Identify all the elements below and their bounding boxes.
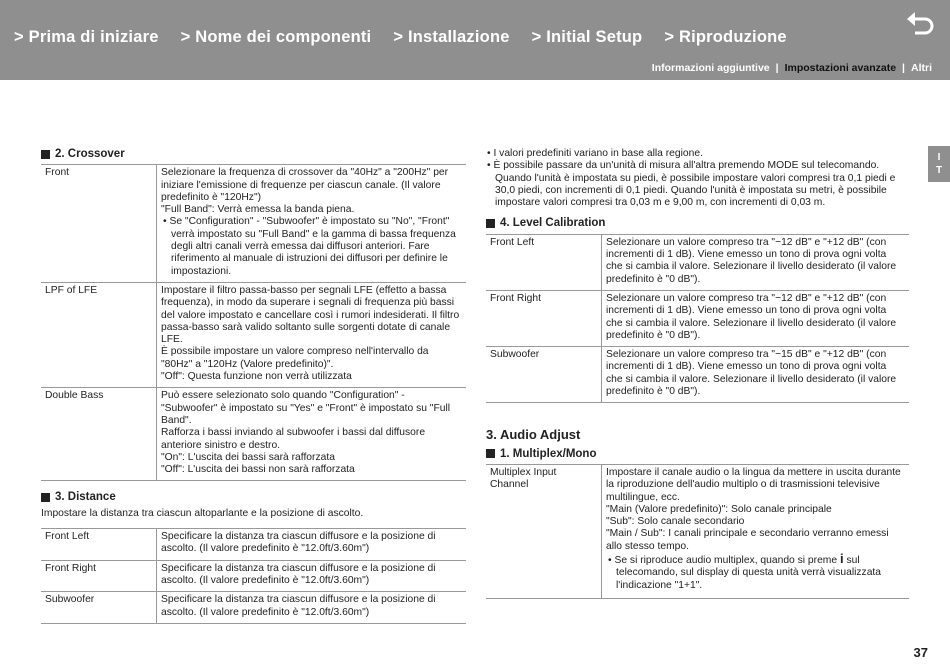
language-tab-letter: T: [935, 165, 943, 176]
row-text: Può essere selezionato solo quando "Configuration" - "Subwoofer" è impostato su "Yes" e "Front" è impostato su "Full Band".: [161, 390, 451, 426]
row-value: [157, 165, 467, 283]
row-key: Front Left: [486, 234, 602, 290]
row-text: "Sub": Solo canale secondario: [606, 516, 745, 528]
square-bullet-icon: [486, 449, 495, 458]
row-key: Double Bass: [41, 388, 157, 481]
row-text: "On": L'uscita dei bassi sarà rafforzata: [161, 451, 335, 463]
row-text: "Main / Sub": I canali principale e secondario verranno emessi allo stesso tempo.: [606, 528, 889, 552]
row-bullet: • Se "Configuration" - "Subwoofer" è impostato su "No", "Front" verrà impostato su "Full Band" e la gamma di bassa frequenza degli altri canali verrà emessa dai diffusori anteriori. Fare riferimento al manuale di istruzioni dei diffusori per definire le impostazioni.: [163, 216, 456, 277]
subnav-separator: |: [775, 62, 779, 74]
row-value: Selezionare un valore compreso tra "−15 dB" e "+12 dB" (con incrementi di 1 dB). Viene emesso un tono di prova ogni volta che si cambia il valore. Selezionare il livello desiderato (il valore predefinito è "0 dB").: [606, 349, 897, 398]
table-row: [41, 592, 466, 624]
row-value: Selezionare un valore compreso tra "−12 dB" e "+12 dB" (con incrementi di 1 dB). Viene emesso un tono di prova ogni volta che si cambia il valore. Selezionare il livello desiderato (il valore predefinito è "0 dB").: [606, 292, 897, 341]
row-key-line: Multiplex Input: [490, 466, 557, 478]
crossover-table: [41, 164, 466, 481]
multiplex-heading: [486, 448, 909, 460]
table-row: [486, 464, 909, 598]
level-calibration-heading: [486, 217, 909, 229]
top-navigation-bar: [0, 0, 950, 80]
multiplex-table: [486, 464, 909, 599]
table-row: [486, 234, 909, 290]
table-row: [41, 165, 466, 283]
crossover-title: 2. Crossover: [55, 148, 125, 160]
subnav-impostazioni-avanzate[interactable]: Impostazioni avanzate: [784, 62, 897, 74]
row-text: "Off": Questa funzione non verrà utilizzata: [161, 371, 352, 383]
row-key: Subwoofer: [486, 347, 602, 403]
level-calibration-title: 4. Level Calibration: [500, 217, 606, 230]
row-value: [157, 388, 467, 481]
crossover-heading: [41, 148, 466, 160]
row-text: "Main (Valore predefinito)": Solo canale principale: [606, 503, 832, 515]
multiplex-title: 1. Multiplex/Mono: [500, 447, 597, 460]
row-key: LPF of LFE: [41, 282, 157, 387]
table-row: [41, 388, 466, 481]
nav-riproduzione[interactable]: > Riproduzione: [664, 28, 787, 46]
row-value: [157, 282, 467, 387]
row-key: Subwoofer: [41, 592, 157, 624]
main-nav: [14, 28, 809, 47]
bullet-text: sul telecomando, sul display di questa unità verrà visualizzata l'indicazione "1+1".: [616, 555, 882, 591]
table-row: [41, 560, 466, 592]
row-key: Front: [41, 165, 157, 283]
note-text: • I valori predefiniti variano in base alla regione.: [487, 148, 703, 159]
row-value: Specificare la distanza tra ciascun diffusore e la posizione di ascolto. (Il valore predefinito è "12.0ft/3.60m"): [161, 531, 436, 555]
row-key: Front Right: [486, 290, 602, 346]
row-bullet: [606, 553, 905, 592]
audio-adjust-heading: 3. Audio Adjust: [486, 427, 581, 443]
subnav-altri[interactable]: Altri: [911, 62, 932, 74]
bullet-text: • Se si riproduce audio multiplex, quando si preme: [608, 555, 838, 567]
row-key: [486, 464, 602, 598]
back-arrow-icon[interactable]: [906, 10, 936, 38]
nav-installazione[interactable]: > Installazione: [393, 28, 510, 46]
row-key: Front Right: [41, 560, 157, 592]
note-text: • È possibile passare da un'unità di misura all'altra premendo MODE sul telecomando. Quando l'unità è impostata su piedi, è possibile impostare valori compresi tra 0,1 piedi e 30,0 piedi, con incrementi di 0,1 piedi. Quando l'unità è impostata su metri, è possibile impostare valori compresi tra 0,03 m e 9,00 m, con incrementi di 0,03 m.: [487, 160, 896, 209]
table-row: [41, 529, 466, 561]
nav-nome-dei-componenti[interactable]: > Nome dei componenti: [180, 28, 372, 46]
distance-table: [41, 528, 466, 624]
square-bullet-icon: [41, 493, 50, 502]
row-text: "Full Band": Verrà emessa la banda piena.: [161, 204, 355, 216]
row-text: "Off": L'uscita dei bassi non sarà rafforzata: [161, 464, 355, 476]
square-bullet-icon: [486, 219, 495, 228]
row-value: Specificare la distanza tra ciascun diffusore e la posizione di ascolto. (Il valore predefinito è "12.0ft/3.60m"): [161, 594, 436, 618]
distance-intro: Impostare la distanza tra ciascun altoparlante e la posizione di ascolto.: [41, 507, 364, 519]
distance-title: 3. Distance: [55, 491, 116, 504]
row-text: Impostare il canale audio o la lingua da mettere in uscita durante la riproduzione dell'audio multiplo o di trasmissioni televisive multilingue, ecc.: [606, 466, 901, 503]
row-key: Front Left: [41, 529, 157, 561]
row-key-line: Channel: [490, 479, 529, 491]
info-button-icon: i: [840, 551, 844, 567]
row-value: [602, 464, 910, 598]
nav-initial-setup[interactable]: > Initial Setup: [531, 28, 643, 46]
language-tab[interactable]: [928, 146, 950, 182]
subnav-informazioni-aggiuntive[interactable]: Informazioni aggiuntive: [651, 62, 770, 74]
row-text: È possibile impostare un valore compreso nell'intervallo da "80Hz" a "120Hz (Valore predefinito)".: [161, 346, 429, 370]
subnav-separator: |: [902, 62, 905, 74]
row-text: Impostare il filtro passa-basso per segnali LFE (effetto a bassa frequenza), in modo da superare i segnali di frequenza più bassi del valore impostato e cancellare così i rumori indesiderati. Il filtro passa-basso sarà valido soltanto sulle sorgenti dotate di canale LFE.: [161, 284, 460, 346]
sub-navigation: [652, 62, 932, 74]
row-value: Selezionare un valore compreso tra "−12 dB" e "+12 dB" (con incrementi di 1 dB). Viene emesso un tono di prova ogni volta che si cambia il valore. Selezionare il livello desiderato (il valore predefinito è "0 dB").: [606, 236, 897, 285]
table-row: [41, 282, 466, 387]
left-column: [41, 148, 466, 624]
distance-heading: [41, 491, 466, 503]
page-number: 37: [913, 645, 928, 660]
nav-prima-di-iniziare[interactable]: > Prima di iniziare: [14, 28, 159, 46]
square-bullet-icon: [41, 150, 50, 159]
row-value: Specificare la distanza tra ciascun diffusore e la posizione di ascolto. (Il valore predefinito è "12.0ft/3.60m"): [161, 562, 436, 586]
table-row: [486, 290, 909, 346]
level-calibration-table: [486, 234, 909, 404]
row-text: Rafforza i bassi inviando al subwoofer i bassi dal diffusore anteriore sinistro e destro.: [161, 427, 426, 451]
right-column: [486, 148, 909, 599]
row-text: Selezionare la frequenza di crossover da "40Hz" a "200Hz" per iniziare l'emissione di frequenze per ciascun canale. (Il valore predefinito è "120Hz"): [161, 167, 449, 203]
table-row: [486, 347, 909, 403]
language-tab-letter: I: [937, 152, 941, 163]
